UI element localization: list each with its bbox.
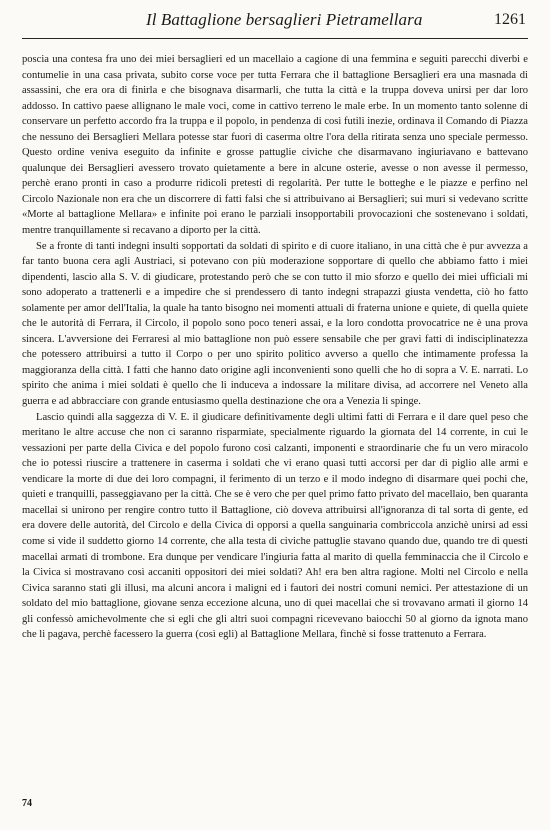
header-rule [22, 38, 528, 39]
page-header [22, 6, 528, 34]
paragraph: poscia una contesa fra uno dei miei bersaglieri ed un macellaio a cagione di una femmina e seguiti parecchi diverbi e contumelie in una casa privata, subito corse voce per tutta Ferrara che il battaglione Bersaglieri era una masnada di assassini, che era ora di finirla e che bisognava disarmarli, che tutta la città e la truppa doveva unirsi per dar loro addosso. In cattivo paese allignano le male voci, come in cattivo terreno le male erbe. In un momento tanto solenne di conservare un perfetto accordo fra la truppa e il popolo, in pendenza di così futili inezie, ordinava il Comando di Piazza che nessuno dei Bersaglieri Mellara potesse star fuori di caserma oltre l'ora della ritirata senza uno speciale permesso. Questo ordine veniva eseguito da infinite e grosse pattuglie civiche che disarmavano ingiuriavano e battevano qualunque dei Bersaglieri avessero trovato quietamente a bere in alcune osterie, avesse o non avesse il permesso, perchè erano pronti in caso a produrre ridicoli pretesti di regolarità. Per tutte le botteghe e le piazze e perfino nel Circolo Nazionale non era che un discorrere di fatti falsi che si attribuivano ai Bersaglieri; sui muri si vedevano scritte «Morte al battaglione Mellara» e infinite poi erano le parziali insopportabili provocazioni che sostenevano i soldati, mentre tranquillamente si recavano a diporto per la città. [22, 54, 528, 237]
signature-mark: 74 [22, 798, 32, 809]
page-number: 1261 [494, 11, 526, 28]
body-text [22, 52, 528, 643]
paragraph: Se a fronte di tanti indegni insulti sopportati da soldati di spirito e di cuore italiano, in una città che è pur avvezza a far tanto buona cera agli Austriaci, si potevano con più moderazione sopportare di quello che abbiamo fatto i miei dipendenti, lascio alla S. V. di giudicare, protestando però che se con tutto il mio sforzo e quello dei miei ufficiali mi sono adoperato a trattenerli e a impedire che si prendessero di tanto indegni strapazzi giusta vendetta, ciò ho fatto solamente per amor dell'Italia, la quale ha tanto bisogno nei momenti attuali di fraterna unione e quiete, di quella quiete che le autorità di Ferrara, il Circolo, il popolo sono poco teneri assai, e la loro condotta provocatrice ne è una prova sincera. L'avversione dei Ferraresi al mio battaglione non può essere sensabile che per gravi fatti di indisciplinatezza che potessero attribuirsi a tutto il Corpo o per uno spirito politico avverso a quello che intimamente professa la maggioranza della città. I fatti che hanno dato origine agli inconvenienti sono quelli che ho di sopra a V. E. narrati. Lo spirito che anima i miei soldati è quello che li induceva a indossare la militare divisa, ad accorrere nel Veneto alla guerra e ad abbracciare con grande entusiasmo quella destinazione che ora a Venezia li spinge. [22, 240, 528, 408]
running-title: Il Battaglione bersaglieri Pietramellara [146, 10, 423, 29]
paragraph: Lascio quindi alla saggezza di V. E. il giudicare definitivamente degli ultimi fatti di Ferrara e il dare quel peso che meritano le altre accuse che non ci saranno risparmiate, specialmente riguardo la giornata del 14 corrente, in cui le vessazioni per parte della Civica e del popolo furono così calzanti, imponenti e straordinarie che fu un vero miracolo che io potessi riuscire a trattenere in caserma i soldati che vi erano quasi tutti accorsi per dar di piglio alle armi e vendicare la morte di due dei loro compagni, il ferimento di un terzo e il modo indegno di disarmare quei pochi che, quieti e tranquilli, passeggiavano per la città. Che se è vero che per quel primo fatto privato del macellaio, ben quaranta macellai si unirono per rengire contro tutto il Battaglione, ciò doveva attribuirsi all'ignoranza di tal sorta di gente, ed era dovere delle autorità, del Circolo e della Civica di opporsi a quella sanguinaria combriccola anzichè unirsi ad essi come si vide il suddetto giorno 14 corrente, che alla testa di civiche pattuglie stavano quando due, quando tre di questi macellai armati di trombone. Era dunque per vendicare l'ingiuria fatta al marito di quella femminaccia che il Circolo e la Civica si mostravano così accaniti oppositori dei miei soldati? Ah! era ben altra ragione. Molti nel Circolo e nella Civica saranno stati gli illusi, ma alcuni ancora i maligni ed i fautori dei nostri comuni nemici. Per attestazione di un soldato del mio battaglione, giovane senza eccezione alcuna, uno di quei macellai che si trovavano armati il giorno 14 gli confessò amichevolmente che sì egli che gli altri suoi compagni ricevevano baiocchi 50 al giorno da ignota mano che li pagava, perchè facessero la guerra (così egli) al Battaglione Mellara, finchè si fosse trattenuto a Ferrara. [22, 411, 528, 641]
